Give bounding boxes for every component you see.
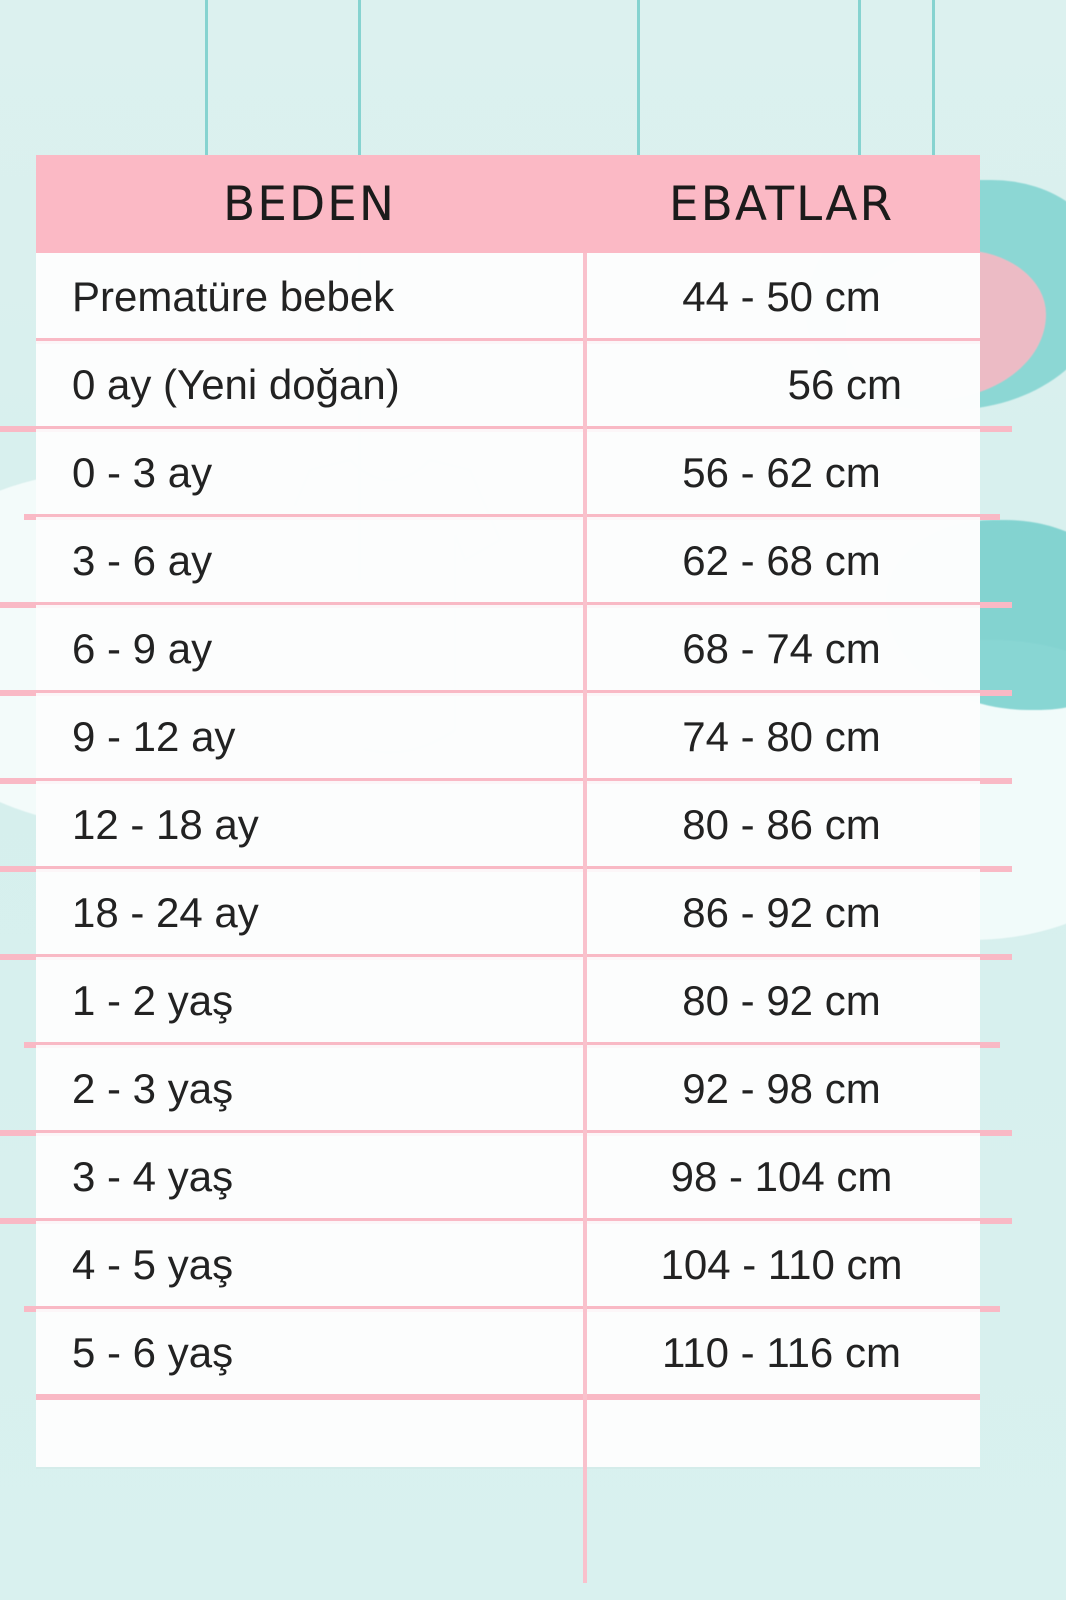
table-header-size-label: BEDEN [223,176,396,232]
table-cell-size: 5 - 6 yaş [72,1329,234,1376]
table-cell-size: 1 - 2 yaş [72,977,234,1024]
table-footer [36,1397,980,1467]
garland-string [637,0,640,160]
garland-string [858,0,861,160]
table-cell-dimensions: 62 - 68 cm [682,537,881,584]
table-row [36,1133,980,1221]
table-row [36,341,980,429]
table-row [36,869,980,957]
table-header-dimensions [583,155,980,253]
table-row [36,781,980,869]
row-separator [36,1394,980,1400]
table-cell-dimensions: 80 - 86 cm [682,801,881,848]
garland-string [205,0,208,160]
size-chart-table [36,155,980,1467]
table-cell-size: 3 - 6 ay [72,537,213,584]
table-cell-dimensions: 68 - 74 cm [682,625,881,672]
table-cell-dimensions: 98 - 104 cm [670,1153,893,1200]
table-cell-size: 12 - 18 ay [72,801,259,848]
table-cell-dimensions: 104 - 110 cm [660,1241,903,1288]
table-header-dimensions-label: EBATLAR [668,176,895,232]
table-cell-size: 0 ay (Yeni doğan) [72,361,400,408]
table-cell-size: Prematüre bebek [72,273,395,320]
table-cell-size: 0 - 3 ay [72,449,213,496]
table-cell-size: 2 - 3 yaş [72,1065,234,1112]
table-cell-dimensions: 44 - 50 cm [682,273,881,320]
table-cell-dimensions: 74 - 80 cm [682,713,881,760]
table-row [36,429,980,517]
table-header-size [36,155,583,253]
table-cell-size: 3 - 4 yaş [72,1153,234,1200]
table-row [36,253,980,341]
garland-string [932,0,935,160]
table-row [36,605,980,693]
table-cell-size: 9 - 12 ay [72,713,236,760]
table-cell-dimensions: 92 - 98 cm [682,1065,881,1112]
table-row [36,517,980,605]
column-divider [583,253,587,1583]
table-cell-dimensions: 56 cm [787,361,902,408]
table-row [36,1045,980,1133]
table-cell-dimensions: 86 - 92 cm [682,889,881,936]
table-cell-size: 4 - 5 yaş [72,1241,234,1288]
table-header-row [36,155,980,253]
table-cell-size: 18 - 24 ay [72,889,259,936]
table-row [36,957,980,1045]
table-cell-size: 6 - 9 ay [72,625,213,672]
table-cell-dimensions: 110 - 116 cm [662,1329,901,1376]
table-row [36,693,980,781]
table-cell-dimensions: 80 - 92 cm [682,977,881,1024]
table-row [36,1309,980,1397]
table-row [36,1221,980,1309]
table-cell-dimensions: 56 - 62 cm [682,449,881,496]
